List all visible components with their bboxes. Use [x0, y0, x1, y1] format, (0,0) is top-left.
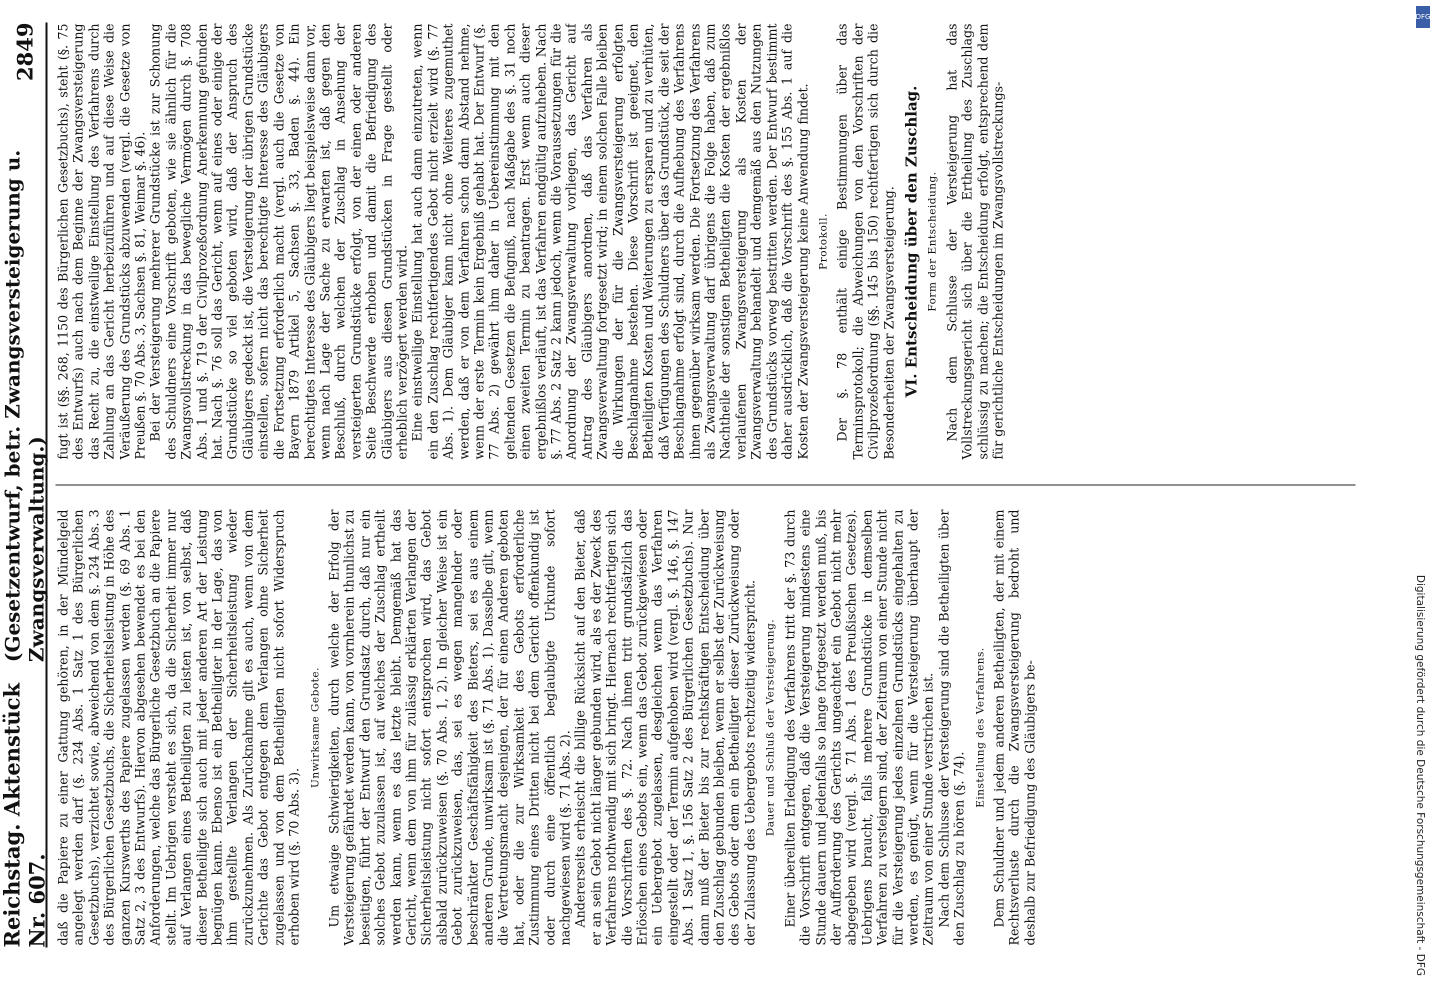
- dfg-logo-badge: DFG: [1416, 6, 1430, 28]
- header-rule: [46, 23, 48, 948]
- header-left: Reichstag. Aktenstück Nr. 607.: [0, 682, 50, 948]
- paragraph: daß die Papiere zu einer Gattung gehören, in der Mündelgeld angelegt werden darf (§. 234 Abs. 1 Satz 1 des Bürgerlichen Gesetzbuchs), verzichtet sowie, abweichend von dem §. 234 Abs. 3 des Bürgerlichen Gesetzbuchs, die Sicherheitsleistung in Höhe des ganzen Kurswerths des Papiere zugelassen werden (§. 69 Abs. 1 Satz 2, 3 des Entwurfs). Hiervon abgesehen bewendet es bei den Anforderungen, welche das Bürgerliche Gesetzbuch an die Papiere stellt. Im Uebrigen versteht es sich, da die Sicherheit immer nur auf Verlangen eines Betheiligten zu leisten ist, von selbst, daß dieser Betheiligte sich auch mit jeder anderen Art der Leistung begnügen kann. Ebenso ist ein Betheiligter in der Lage, das von ihm gestellte Verlangen der Sicherheitsleistung wieder zurückzunehmen. Als Zurücknahme gilt es auch, wenn von dem Gerichte das Gebot entgegen dem Verlangen ohne Sicherheit zugelassen und von dem Betheiligten nicht sofort Widerspruch erhoben wird (§. 70 Abs. 3).: [55, 509, 302, 946]
- page-number: 2849: [12, 22, 37, 81]
- document-page: [0, 3, 1368, 968]
- paragraph: Der §. 78 enthält einige Bestimmungen über das Terminsprotokoll; die Abweichungen von den Vorschriften der Civilprozeßordnung (§§. 145 bis 150) rechtfertigen sich durch die Besonderheiten der Zwangsversteigerung.: [834, 23, 897, 460]
- right-column: [56, 24, 1356, 460]
- paragraph: Einer übereilten Erledigung des Verfahrens tritt der §. 73 durch die Vorschrift entgegen, daß die Versteigerung mindestens eine Stunde dauern und jedenfalls so lange fortgesetzt werden muß, bis der Aufforderung des Gerichts ungeachtet ein Gebot nicht mehr abgegeben wird (vergl. §. 71 Abs. 1 des Preußischen Gesetzes). Uebrigens braucht, falls mehrere Grundstücke in demselben Verfahren zu versteigern sind, der Zeitraum von einer Stunde nicht für die Versteigerung jedes einzelnen Grundstücks eingehalten zu werden, es genügt, wenn für die Versteigerung überhaupt der Zeitraum von einer Stunde verstrichen ist.: [782, 509, 936, 946]
- paragraph: Nach dem Schlusse der Versteigerung hat das Vollstreckungsgericht sich über die Ertheilung des Zuschlags schlüssig zu machen; die Entscheidung erfolgt, entsprechend dem für gerichtliche Entscheidungen im Zwangsvollstreckungs-: [944, 23, 1006, 460]
- header-center: (Gesetzentwurf, betr. Zwangsversteigerung u. Zwangsverwaltung.): [0, 149, 49, 663]
- paragraph: fugt ist (§§. 268, 1150 des Bürgerlichen Gesetzbuchs), steht (§. 75 des Entwurfs) auch nach dem Beginne der Zwangsversteigerung das Recht zu, die einstweilige Einstellung des Verfahrens durch Zahlung an das Gericht herbeizuführen und auf diese Weise die Veräußerung des Grundstücks abzuwenden (vergl. die Gesetze von Preußen §. 70 Abs. 3, Sachsen §. 81, Weimar §. 46).: [55, 23, 148, 460]
- paragraph: Um etwaige Schwierigkeiten, durch welche der Erfolg der Versteigerung gefährdet werden kann, von vornherein thunlichst zu beseitigen, führt der Entwurf den Grundsatz durch, daß nur ein solches Gebot zuzulassen ist, auf welches der Zuschlag ertheilt werden kann, wenn es das letzte bleibt. Demgemäß hat das Gericht, wenn dem von ihm für zulässig erklärten Verlangen der Sicherheitsleistung nicht sofort entsprochen wird, das Gebot alsbald zurückzuweisen (§. 70 Abs. 1, 2). In gleicher Weise ist ein Gebot zurückzuweisen, das, sei es wegen mangelnder oder beschränkter Geschäftsfähigkeit des Bieters, sei es aus einem anderen Grunde, unwirksam ist (§. 71 Abs. 1). Dasselbe gilt, wenn die Vertretungsmacht desjenigen, der für einen Anderen geboten hat, oder die zur Wirksamkeit des Gebots erforderliche Zustimmung eines Dritten nicht bei dem Gericht offenkundig ist oder durch eine öffentlich beglaubigte Urkunde sofort nachgewiesen wird (§. 71 Abs. 2).: [326, 509, 573, 946]
- paragraph: Andererseits erheischt die billige Rücksicht auf den Bieter, daß er an sein Gebot nicht länger gebunden wird, als es der Zweck des Verfahrens nothwendig mit sich bringt. Hiernach rechtfertigen sich die Vorschriften des §. 72. Nach ihnen tritt grundsätzlich das Erlöschen eines Gebots ein, wenn das Gebot zurückgewiesen oder ein Uebergebot zugelassen, desgleichen wenn das Verfahren eingestellt oder der Termin aufgehoben wird (vergl. §. 146, §. 147 Abs. 1 Satz 1, §. 156 Satz 2 des Bürgerlichen Gesetzbuchs). Nur dann muß der Bieter bis zur rechtskräftigen Entscheidung über den Zuschlag gebunden bleiben, wenn er selbst der Zurückweisung des Gebots oder dem ein Betheiligter dieser Zurückweisung oder der Zulassung des Uebergebots rechtzeitig widerspricht.: [572, 509, 758, 946]
- digitization-credit-text: Digitalisierung gefördert durch die Deutsche Forschungsgemeinschaft - DFG: [1414, 574, 1426, 976]
- subheading: Protokoll.: [817, 213, 830, 270]
- subheading: Unwirksame Gebote.: [309, 667, 321, 788]
- subheading: Form der Entscheidung.: [926, 171, 939, 312]
- digitization-credit: [1410, 10, 1432, 990]
- subheading: Dauer und Schluß der Versteigerung.: [764, 618, 777, 837]
- paragraph: Dem Schuldner und jedem anderen Betheiligten, der mit einem Rechtsverluste durch die Zwangsversteigerung bedroht und deshalb zur Befriedigung des Gläubigers be-: [991, 509, 1038, 946]
- paragraph: Nach dem Schlusse der Versteigerung sind die Betheiligten über den Zuschlag zu hören (§. 74).: [936, 509, 967, 946]
- paragraph: Bei der Versteigerung mehrerer Grundstücke ist zur Schonung des Schuldners eine Vorschrift geboten, wie sie ähnlich für die Zwangsvollstreckung in das bewegliche Vermögen durch §. 708 Abs. 1 und §. 719 der Civilprozeßordnung Anerkennung gefunden hat. Nach §. 76 soll das Gericht, wenn auf eines oder einige der Grundstücke so viel geboten wird, daß der Anspruch des Gläubigers gedeckt ist, die Versteigerung der übrigen Grundstücke einstellen, sofern nicht das berechtigte Interesse des Gläubigers die Fortsetzung erforderlich macht (vergl. auch die Gesetze von Bayern 1879 Artikel 5, Sachsen §. 33, Baden §. 44). Ein berechtigtes Interesse des Gläubigers liegt beispielsweise dann vor, wenn nach Lage der Sache zu erwarten ist, daß gegen den Beschluß, durch welchen der Zuschlag in Ansehung der versteigerten Grundstücke erfolgt, von der einen oder anderen Seite Beschwerde erhoben und damit die Befriedigung des Gläubigers aus diesen Grundstücken in Frage gestellt oder erheblich verzögert werden wird.: [147, 23, 410, 460]
- column-divider: [56, 485, 1356, 486]
- paragraph: Eine einstweilige Einstellung hat auch dann einzutreten, wenn ein den Zuschlag rechtfertigendes Gebot nicht erzielt wird (§. 77 Abs. 1). Dem Gläubiger kann nicht ohne Weiteres zugemuthet werden, daß er von dem Verfahren schon dann Abstand nehme, wenn der erste Termin kein Ergebniß gehabt hat. Der Entwurf (§. 77 Abs. 2) gewährt ihm daher in Uebereinstimmung mit den geltenden Gesetzen die Befugniß, nach Maßgabe des §. 31 noch einen zweiten Termin zu beantragen. Erst wenn auch dieser ergebnißlos verläuft, ist das Verfahren endgültig aufzuheben. Nach §. 77 Abs. 2 Satz 2 kann jedoch, wenn die Voraussetzungen für die Anordnung der Zwangsverwaltung vorliegen, das Gericht auf Antrag des Gläubigers anordnen, daß das Verfahren als Zwangsverwaltung fortgesetzt wird; in einem solchen Falle bleiben die Wirkungen der für die Zwangsversteigerung erfolgten Beschlagnahme bestehen. Diese Vorschrift ist geeignet, den Betheiligten Kosten und Weiterungen zu ersparen und zu verhüten, daß Verfügungen des Schuldners über das Grundstück, die seit der Beschlagnahme erfolgt sind, durch die Aufhebung des Verfahrens ihnen gegenüber wirksam werden. Die Fortsetzung des Verfahrens als Zwangsverwaltung darf übrigens die Folge haben, daß zum Nachtheile der sonstigen Betheiligten die Kosten der ergebnißlos verlaufenen Zwangsversteigerung als Kosten der Zwangsverwaltung behandelt und demgemäß aus den Nutzungen des Grundstücks vorweg bestritten werden. Der Entwurf bestimmt daher ausdrücklich, daß die Vorschrift des §. 155 Abs. 1 auf die Kosten der Zwangsversteigerung keine Anwendung findet.: [409, 23, 810, 460]
- left-column: [56, 510, 1356, 946]
- section-heading: VI. Entscheidung über den Zuschlag.: [902, 85, 921, 398]
- page-header: [0, 22, 50, 948]
- subheading: Einstellung des Verfahrens.: [974, 647, 987, 808]
